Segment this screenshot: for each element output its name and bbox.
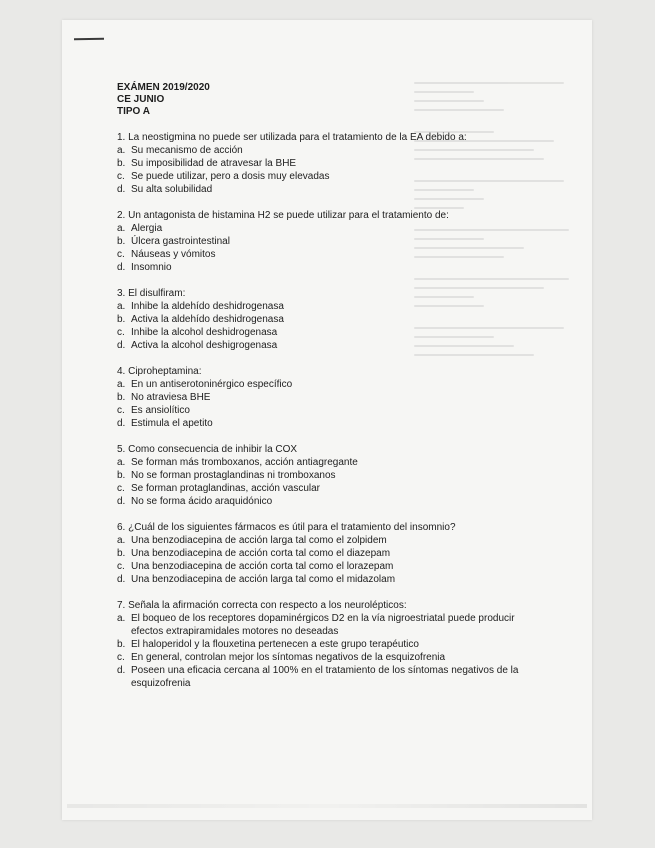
- option-text: Una benzodiacepina de acción corta tal como el lorazepam: [131, 561, 394, 572]
- option-text: Se forman protaglandinas, acción vascular: [131, 483, 320, 494]
- answer-option: [117, 248, 522, 261]
- question-title: 2. Un antagonista de histamina H2 se puede utilizar para el tratamiento de:: [117, 210, 449, 221]
- option-text: Una benzodiacepina de acción corta tal como el diazepam: [131, 548, 391, 559]
- option-text: No atraviesa BHE: [131, 392, 211, 403]
- answer-option: [117, 404, 522, 417]
- option-text: Su mecanismo de acción: [131, 145, 243, 156]
- answer-option: [117, 144, 522, 157]
- question-3: [117, 287, 522, 352]
- exam-type: TIPO A: [117, 106, 150, 117]
- question-title: 6. ¿Cuál de los siguientes fármacos es útil para el tratamiento del insomnio?: [117, 522, 456, 533]
- answer-option: [117, 651, 522, 664]
- answer-option: [117, 222, 522, 235]
- option-letter: d.: [117, 418, 126, 429]
- option-letter: c.: [117, 652, 125, 663]
- option-letter: a.: [117, 145, 126, 156]
- option-text: Se puede utilizar, pero a dosis muy elevadas: [131, 171, 330, 182]
- option-letter: b.: [117, 470, 126, 481]
- option-text: Insomnio: [131, 262, 172, 273]
- answer-option: [117, 495, 522, 508]
- option-text: El boqueo de los receptores dopaminérgicos D2 en la vía nigroestriatal puede producir efectos extrapiramidales motores no deseadas: [131, 613, 515, 637]
- option-letter: a.: [117, 223, 126, 234]
- option-letter: a.: [117, 301, 126, 312]
- option-letter: a.: [117, 379, 126, 390]
- question-list: [117, 131, 522, 690]
- answer-option: [117, 547, 522, 560]
- question-title: 3. El disulfiram:: [117, 288, 186, 299]
- answer-option: [117, 612, 522, 638]
- answer-option: [117, 313, 522, 326]
- option-letter: d.: [117, 496, 126, 507]
- question-title: 5. Como consecuencia de inhibir la COX: [117, 444, 298, 455]
- answer-option: [117, 391, 522, 404]
- option-text: Una benzodiacepina de acción larga tal como el zolpidem: [131, 535, 387, 546]
- option-text: No se forman prostaglandinas ni tromboxanos: [131, 470, 336, 481]
- option-text: Inhibe la alcohol deshidrogenasa: [131, 327, 278, 338]
- answer-option: [117, 183, 522, 196]
- option-letter: b.: [117, 639, 126, 650]
- exam-content: [117, 82, 522, 690]
- option-text: El haloperidol y la flouxetina pertenecen a este grupo terapéutico: [131, 639, 419, 650]
- question-6: [117, 521, 522, 586]
- option-letter: c.: [117, 327, 125, 338]
- option-letter: a.: [117, 613, 126, 624]
- question-1: [117, 131, 522, 196]
- question-5: [117, 443, 522, 508]
- option-letter: c.: [117, 249, 125, 260]
- option-text: En un antiserotoninérgico específico: [131, 379, 293, 390]
- option-letter: c.: [117, 171, 125, 182]
- option-text: Su imposibilidad de atravesar la BHE: [131, 158, 297, 169]
- answer-option: [117, 261, 522, 274]
- option-text: Activa la alcohol deshigrogenasa: [131, 340, 278, 351]
- option-letter: b.: [117, 548, 126, 559]
- answer-option: [117, 469, 522, 482]
- answer-option: [117, 534, 522, 547]
- exam-session: CE JUNIO: [117, 94, 165, 105]
- pen-mark: [74, 38, 104, 41]
- option-letter: b.: [117, 392, 126, 403]
- option-text: Su alta solubilidad: [131, 184, 213, 195]
- option-letter: d.: [117, 340, 126, 351]
- option-text: Inhibe la aldehído deshidrogenasa: [131, 301, 284, 312]
- option-letter: d.: [117, 262, 126, 273]
- question-7: [117, 599, 522, 690]
- answer-option: [117, 560, 522, 573]
- answer-option: [117, 235, 522, 248]
- option-letter: a.: [117, 457, 126, 468]
- answer-option: [117, 456, 522, 469]
- option-letter: d.: [117, 574, 126, 585]
- option-text: En general, controlan mejor los síntomas negativos de la esquizofrenia: [131, 652, 446, 663]
- answer-option: [117, 170, 522, 183]
- answer-option: [117, 157, 522, 170]
- option-letter: b.: [117, 314, 126, 325]
- option-text: Úlcera gastrointestinal: [131, 236, 230, 247]
- option-text: Poseen una eficacia cercana al 100% en el tratamiento de los síntomas negativos de la esquizofrenia: [131, 665, 519, 689]
- option-text: No se forma ácido araquidónico: [131, 496, 273, 507]
- question-2: [117, 209, 522, 274]
- option-letter: a.: [117, 535, 126, 546]
- answer-option: [117, 326, 522, 339]
- question-title: 4. Ciproheptamina:: [117, 366, 202, 377]
- option-text: Estimula el apetito: [131, 418, 213, 429]
- answer-option: [117, 638, 522, 651]
- exam-title: EXÁMEN 2019/2020: [117, 82, 210, 93]
- option-letter: c.: [117, 405, 125, 416]
- exam-sheet: [62, 20, 592, 820]
- option-text: Activa la aldehído deshidrogenasa: [131, 314, 284, 325]
- answer-option: [117, 664, 522, 690]
- scan-edge-shadow: [67, 804, 587, 808]
- answer-option: [117, 573, 522, 586]
- question-4: [117, 365, 522, 430]
- option-text: Alergia: [131, 223, 163, 234]
- question-title: 1. La neostigmina no puede ser utilizada para el tratamiento de la EA debido a:: [117, 132, 467, 143]
- answer-option: [117, 417, 522, 430]
- answer-option: [117, 378, 522, 391]
- answer-option: [117, 300, 522, 313]
- option-letter: b.: [117, 236, 126, 247]
- option-letter: c.: [117, 483, 125, 494]
- option-letter: d.: [117, 184, 126, 195]
- question-title: 7. Señala la afirmación correcta con respecto a los neurolépticos:: [117, 600, 407, 611]
- option-text: Es ansiolítico: [131, 405, 190, 416]
- answer-option: [117, 482, 522, 495]
- option-text: Una benzodiacepina de acción larga tal como el midazolam: [131, 574, 396, 585]
- option-letter: b.: [117, 158, 126, 169]
- option-text: Se forman más tromboxanos, acción antiagregante: [131, 457, 358, 468]
- option-text: Náuseas y vómitos: [131, 249, 216, 260]
- answer-option: [117, 339, 522, 352]
- option-letter: d.: [117, 665, 126, 676]
- option-letter: c.: [117, 561, 125, 572]
